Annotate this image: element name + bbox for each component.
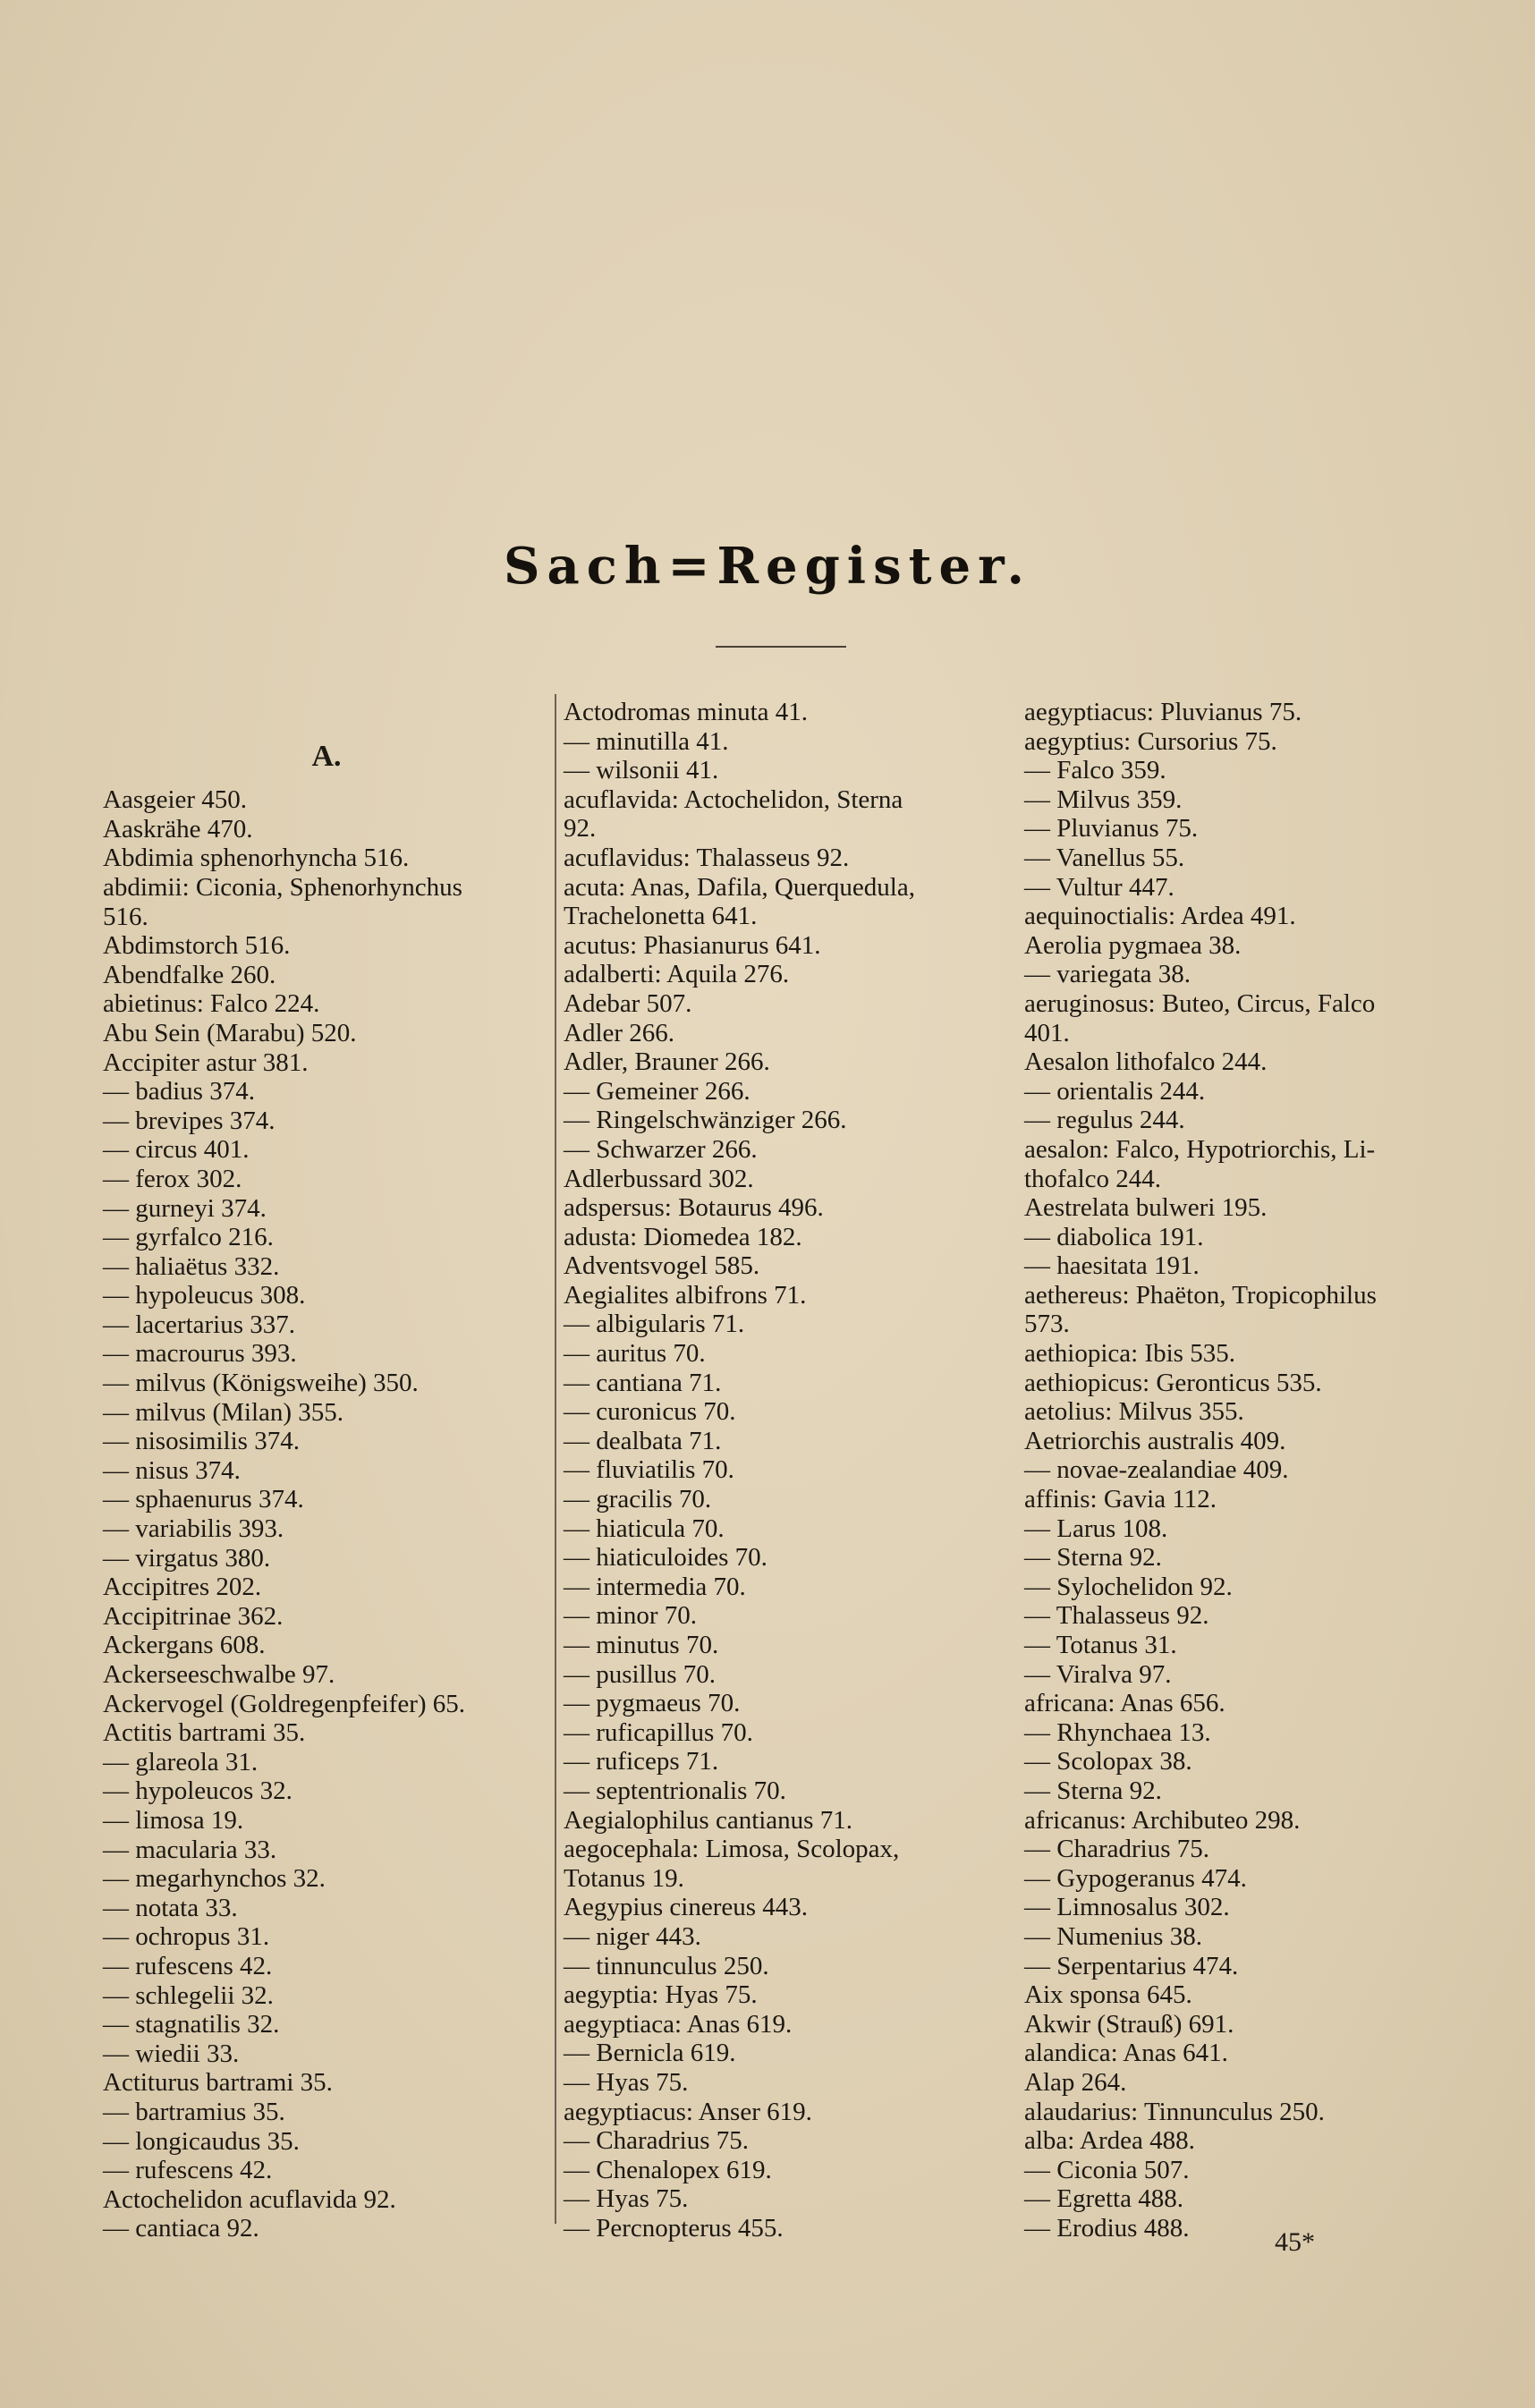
index-entry: 401. [1024, 1018, 1070, 1047]
index-entry: — orientalis 244. [1024, 1076, 1206, 1106]
index-entry: — auritus 70. [564, 1339, 706, 1369]
index-entry: aeruginosus: Buteo, Circus, Falco [1024, 988, 1376, 1018]
section-heading: A. [311, 740, 342, 773]
index-entry: — hypoleucos 32. [103, 1776, 293, 1806]
index-entry: — Hyas 75. [564, 2184, 689, 2214]
index-entry: aegyptiacus: Pluvianus 75. [1024, 698, 1302, 726]
index-entry: — curonicus 70. [564, 1397, 736, 1427]
index-entry: aegyptiacus: Anser 619. [564, 2097, 812, 2126]
index-entry: acuta: Anas, Dafila, Querquedula, [564, 872, 915, 902]
index-entry: — bartramius 35. [103, 2097, 285, 2126]
index-entry: — Numenius 38. [1024, 1921, 1202, 1951]
index-entry: — Totanus 31. [1024, 1631, 1177, 1659]
index-entry: — Sterna 92. [1024, 1776, 1162, 1805]
index-entry: africana: Anas 656. [1024, 1689, 1225, 1718]
index-entry: — Gypogeranus 474. [1024, 1863, 1247, 1893]
index-entry: aethiopica: Ibis 535. [1024, 1339, 1235, 1369]
index-entry: — minutilla 41. [564, 726, 729, 756]
index-entry: — haliaëtus 332. [103, 1251, 280, 1281]
index-entry: aesalon: Falco, Hypotriorchis, Li- [1024, 1134, 1376, 1164]
index-entry: Adlerbussard 302. [564, 1164, 754, 1193]
index-entry: Adebar 507. [564, 988, 692, 1018]
index-entry: — tinnunculus 250. [564, 1951, 769, 1980]
index-entry: — Chenalopex 619. [564, 2155, 772, 2184]
index-entry: — rufescens 42. [103, 1951, 273, 1980]
index-column-2 [564, 698, 1011, 2243]
index-entry: — dealbata 71. [564, 1426, 722, 1455]
index-entry: aetolius: Milvus 355. [1024, 1397, 1244, 1427]
index-entry: aegyptiaca: Anas 619. [564, 2009, 793, 2039]
index-entry: Adler, Brauner 266. [564, 1047, 770, 1077]
index-entry: Trachelonetta 641. [564, 902, 758, 931]
index-entry: 92. [564, 814, 597, 844]
index-entry: — limosa 19. [103, 1805, 244, 1835]
index-entry: — ruficeps 71. [564, 1747, 719, 1776]
index-entry: aegyptia: Hyas 75. [564, 1980, 758, 2010]
index-entry: — Ciconia 507. [1024, 2155, 1190, 2184]
index-entry: — septentrionalis 70. [564, 1776, 786, 1805]
index-entry: — circus 401. [103, 1135, 250, 1165]
index-entry: — gyrfalco 216. [103, 1223, 274, 1252]
index-entry: — wiedii 33. [103, 2039, 240, 2068]
index-entry: Actitis bartrami 35. [103, 1718, 306, 1748]
page-title: Sach=Register. [504, 537, 1031, 596]
index-column-3 [1024, 698, 1471, 2243]
index-entry: 516. [103, 902, 148, 931]
index-entry: — schlegelii 32. [103, 1980, 274, 2010]
index-entry: Accipitres 202. [103, 1573, 262, 1602]
index-entry: — ruficapillus 70. [564, 1717, 753, 1747]
index-entry: — Egretta 488. [1024, 2184, 1183, 2214]
index-entry: — ferox 302. [103, 1164, 242, 1193]
index-entry: Aestrelata bulweri 195. [1024, 1193, 1268, 1223]
index-column-1 [103, 727, 550, 2243]
index-entry: acuflavidus: Thalasseus 92. [564, 843, 850, 872]
index-entry: Actiturus bartrami 35. [103, 2068, 333, 2098]
index-entry: — Charadrius 75. [1024, 1835, 1209, 1864]
index-entry: — cantiana 71. [564, 1368, 722, 1397]
index-entry: Ackerseeschwalbe 97. [103, 1660, 335, 1689]
index-entry: — wilsonii 41. [564, 756, 719, 785]
index-entry: — Schwarzer 266. [564, 1134, 758, 1164]
index-entry: aegyptius: Cursorius 75. [1024, 726, 1277, 756]
index-entry: abdimii: Ciconia, Sphenorhynchus [103, 872, 462, 902]
index-entry: adalberti: Aquila 276. [564, 960, 790, 989]
index-entry: — macrourus 393. [103, 1339, 297, 1369]
index-entry: Actodromas minuta 41. [564, 698, 809, 726]
index-entry: Aasgeier 450. [103, 785, 248, 815]
index-entry: — Hyas 75. [564, 2067, 689, 2097]
index-entry: — Milvus 359. [1024, 784, 1183, 814]
index-entry: — milvus (Milan) 355. [103, 1397, 344, 1427]
index-entry: — Gemeiner 266. [564, 1076, 751, 1106]
index-entry: — niger 443. [564, 1921, 701, 1951]
index-entry: — milvus (Königsweihe) 350. [103, 1369, 419, 1398]
index-entry: aequinoctialis: Ardea 491. [1024, 902, 1296, 931]
index-entry: — cantiaca 92. [103, 2214, 259, 2243]
index-entry: — gurneyi 374. [103, 1193, 267, 1223]
index-entry: thofalco 244. [1024, 1164, 1162, 1193]
index-entry: — variegata 38. [1024, 960, 1192, 989]
index-entry: — Percnopterus 455. [564, 2213, 784, 2243]
index-entry: — badius 374. [103, 1077, 255, 1106]
index-entry: — ochropus 31. [103, 1922, 270, 1952]
index-entry: — glareola 31. [103, 1747, 259, 1776]
index-entry: aegocephala: Limosa, Scolopax, [564, 1835, 900, 1864]
index-entry: — notata 33. [103, 1893, 238, 1922]
index-entry: Aetriorchis australis 409. [1024, 1426, 1286, 1455]
index-entry: Abdimia sphenorhyncha 516. [103, 844, 410, 873]
index-entry: — stagnatilis 32. [103, 2010, 280, 2039]
column-divider [555, 694, 556, 2224]
index-entry: Aegialophilus cantianus 71. [564, 1805, 852, 1835]
index-entry: Aegypius cinereus 443. [564, 1893, 809, 1922]
index-entry: — Rhynchaea 13. [1024, 1717, 1211, 1747]
index-entry: Accipitrinae 362. [103, 1601, 284, 1631]
index-entry: alaudarius: Tinnunculus 250. [1024, 2097, 1325, 2126]
index-entry: — Ringelschwänziger 266. [564, 1106, 847, 1135]
index-entry: — minutus 70. [564, 1631, 719, 1659]
index-entry: acuflavida: Actochelidon, Sterna [564, 784, 903, 814]
page-number: 45* [1275, 2227, 1315, 2257]
index-entry: Ackervogel (Goldregenpfeifer) 65. [103, 1689, 466, 1718]
index-entry: — Falco 359. [1024, 756, 1166, 785]
index-entry: — Charadrius 75. [564, 2126, 749, 2156]
index-entry: — megarhynchos 32. [103, 1864, 326, 1894]
index-entry: — sphaenurus 374. [103, 1485, 304, 1514]
index-entry: — intermedia 70. [564, 1572, 746, 1601]
index-entry: abietinus: Falco 224. [103, 989, 320, 1019]
index-entry: Aegialites albifrons 71. [564, 1280, 807, 1310]
index-entry: Abu Sein (Marabu) 520. [103, 1018, 357, 1047]
index-entry: Adler 266. [564, 1018, 675, 1047]
index-entry: alba: Ardea 488. [1024, 2126, 1195, 2156]
index-entry: africanus: Archibuteo 298. [1024, 1805, 1301, 1835]
index-entry: adusta: Diomedea 182. [564, 1222, 802, 1251]
index-entry: — lacertarius 337. [103, 1310, 296, 1339]
index-entry: — hiaticuloides 70. [564, 1543, 768, 1573]
index-entry: Totanus 19. [564, 1863, 684, 1893]
index-entry: Ackergans 608. [103, 1631, 266, 1660]
index-entry: — diabolica 191. [1024, 1222, 1204, 1251]
index-entry: — Vultur 447. [1024, 872, 1175, 902]
index-entry: Alap 264. [1024, 2067, 1127, 2097]
index-entry: — novae-zealandiae 409. [1024, 1455, 1289, 1485]
index-entry: — nisus 374. [103, 1455, 241, 1485]
index-entry: — Scolopax 38. [1024, 1747, 1192, 1776]
index-entry: — Viralva 97. [1024, 1659, 1172, 1689]
index-entry: aethereus: Phaëton, Tropicophilus [1024, 1280, 1377, 1310]
index-entry: — gracilis 70. [564, 1485, 712, 1514]
index-entry: — fluviatilis 70. [564, 1455, 734, 1485]
index-entry: affinis: Gavia 112. [1024, 1485, 1217, 1514]
index-entry: — virgatus 380. [103, 1543, 271, 1573]
index-entry: — Larus 108. [1024, 1513, 1168, 1543]
index-entry: — pygmaeus 70. [564, 1689, 741, 1718]
index-entry: alandica: Anas 641. [1024, 2039, 1228, 2068]
index-entry: — pusillus 70. [564, 1659, 716, 1689]
index-entry: Abendfalke 260. [103, 960, 276, 989]
index-entry: aethiopicus: Geronticus 535. [1024, 1368, 1322, 1397]
index-entry: — minor 70. [564, 1601, 698, 1631]
index-entry: — brevipes 374. [103, 1106, 276, 1135]
index-entry: — variabilis 393. [103, 1514, 284, 1544]
index-entry: adspersus: Botaurus 496. [564, 1193, 824, 1223]
index-entry: Abdimstorch 516. [103, 931, 291, 961]
index-entry: Aix sponsa 645. [1024, 1980, 1192, 2010]
index-entry: — albigularis 71. [564, 1310, 745, 1339]
title-divider [716, 646, 846, 648]
index-entry: — rufescens 42. [103, 2156, 273, 2185]
index-entry: — regulus 244. [1024, 1106, 1185, 1135]
index-entry: — Erodius 488. [1024, 2213, 1190, 2243]
index-entry: Adventsvogel 585. [564, 1251, 760, 1281]
index-entry: Aesalon lithofalco 244. [1024, 1047, 1268, 1077]
index-entry: Actochelidon acuflavida 92. [103, 2184, 396, 2214]
index-entry: — macularia 33. [103, 1835, 277, 1864]
index-entry: Accipiter astur 381. [103, 1047, 309, 1077]
index-entry: Aaskrähe 470. [103, 814, 253, 844]
index-entry: — hiaticula 70. [564, 1513, 725, 1543]
index-entry: — longicaudus 35. [103, 2126, 300, 2156]
index-entry: acutus: Phasianurus 641. [564, 930, 821, 960]
index-entry: — Thalasseus 92. [1024, 1601, 1209, 1631]
index-entry: — haesitata 191. [1024, 1251, 1200, 1281]
index-entry: — Serpentarius 474. [1024, 1951, 1239, 1980]
index-entry: — Sterna 92. [1024, 1543, 1162, 1573]
index-entry: — Bernicla 619. [564, 2039, 736, 2068]
index-entry: — Limnosalus 302. [1024, 1893, 1230, 1922]
index-entry: — nisosimilis 374. [103, 1427, 300, 1456]
index-entry: — hypoleucus 308. [103, 1281, 306, 1310]
index-entry: Aerolia pygmaea 38. [1024, 930, 1242, 960]
index-entry: — Sylochelidon 92. [1024, 1572, 1233, 1601]
index-entry: — Pluvianus 75. [1024, 814, 1199, 844]
index-entry: 573. [1024, 1310, 1070, 1339]
index-entry: — Vanellus 55. [1024, 843, 1185, 872]
index-entry: Akwir (Strauß) 691. [1024, 2009, 1234, 2039]
